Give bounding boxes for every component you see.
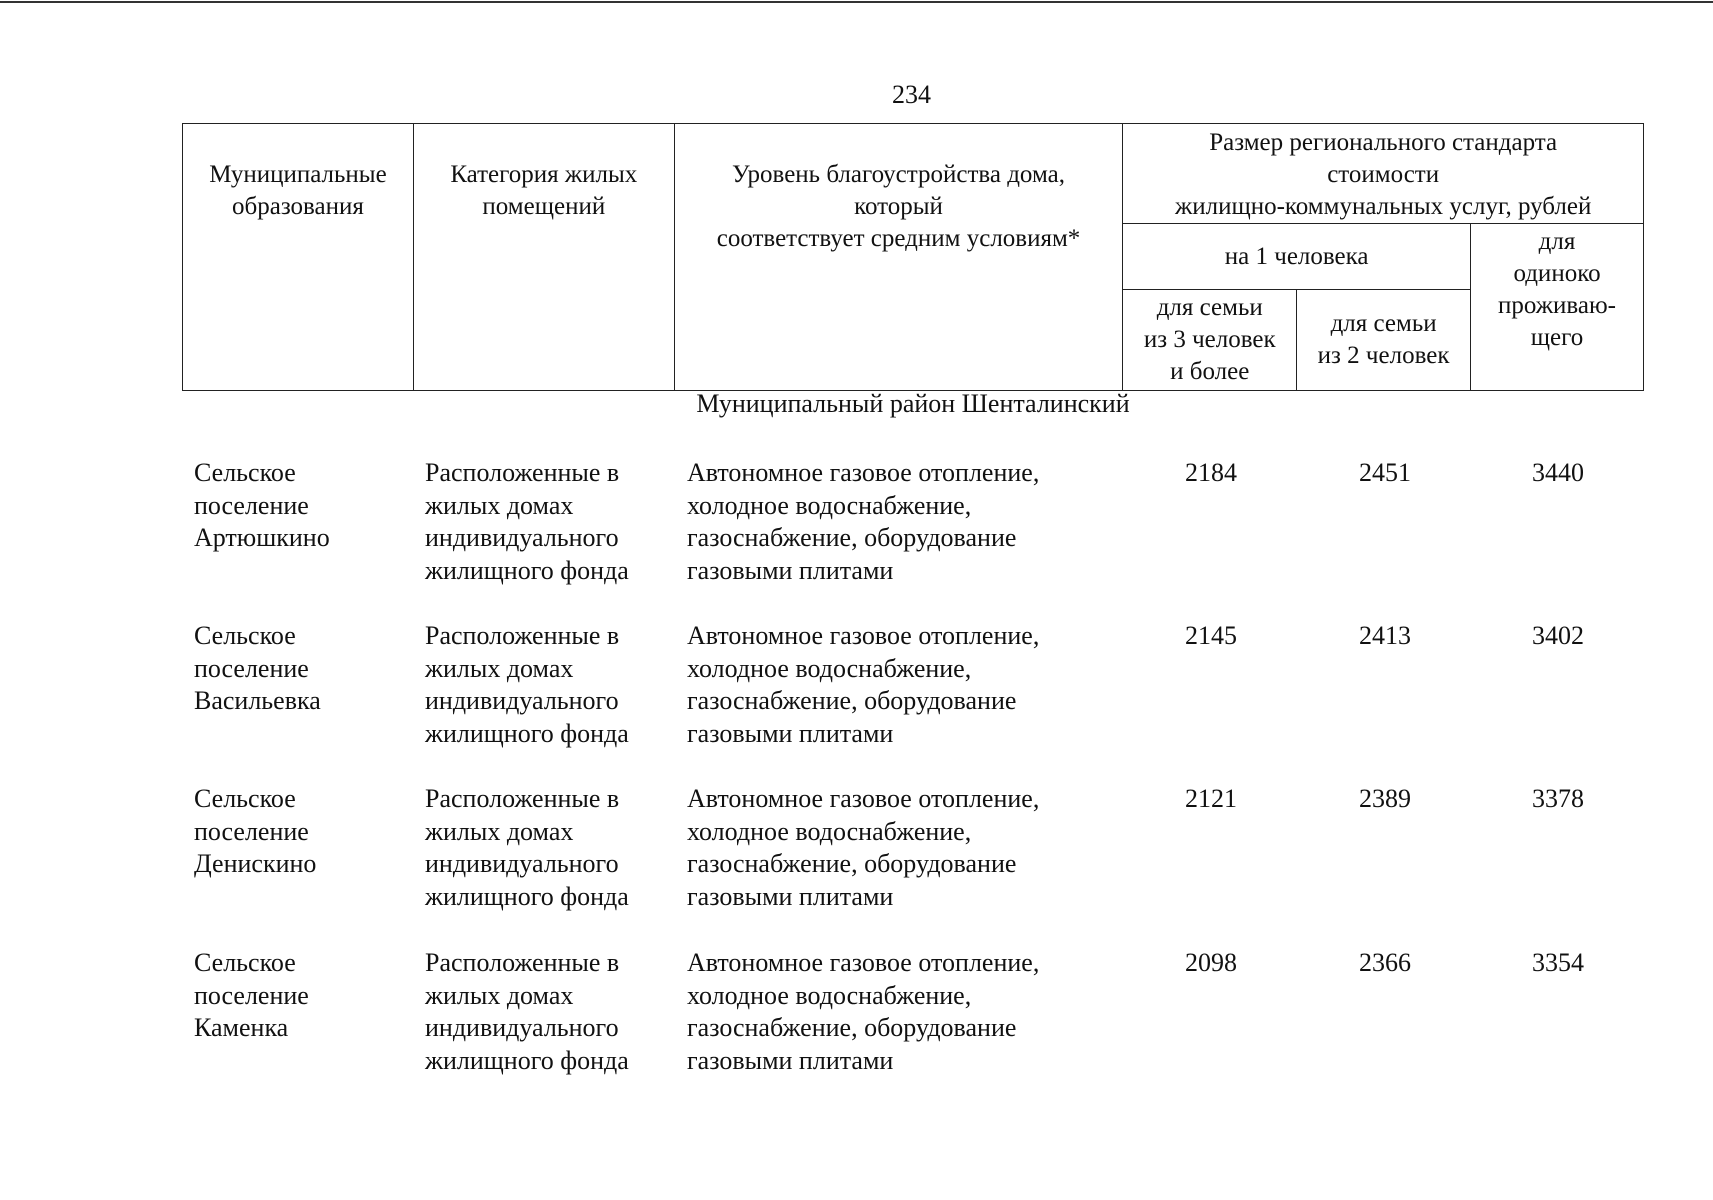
- municipality-cell: Сельское поселение Артюшкино: [194, 458, 330, 552]
- category-cell: Расположенные в жилых домах индивидуального жилищного фонда: [425, 621, 629, 748]
- level-cell: Автономное газовое отопление, холодное водоснабжение, газоснабжение, оборудование газовыми плитами: [687, 458, 1040, 585]
- header-family2: для семьи из 2 человек: [1297, 290, 1471, 391]
- category-cell: Расположенные в жилых домах индивидуального жилищного фонда: [425, 458, 629, 585]
- district-title: Муниципальный район Шенталинский: [696, 389, 1130, 418]
- level-cell: Автономное газовое отопление, холодное водоснабжение, газоснабжение, оборудование газовыми плитами: [687, 784, 1040, 911]
- table-header: [182, 123, 1644, 391]
- header-family3: для семьи из 3 человек и более: [1123, 290, 1297, 391]
- family3-value: 2121: [1185, 784, 1237, 813]
- family2-value: 2389: [1359, 784, 1411, 813]
- header-standard-size: Размер регионального стандарта стоимости жилищно-коммунальных услуг, рублей: [1123, 124, 1644, 224]
- single-value: 3354: [1532, 948, 1584, 977]
- table-row: [182, 947, 1644, 1087]
- page-number: 234: [892, 80, 931, 109]
- header-single: для одиноко проживаю- щего: [1471, 224, 1644, 391]
- family2-value: 2366: [1359, 948, 1411, 977]
- family2-value: 2451: [1359, 458, 1411, 487]
- table-row: [182, 783, 1644, 923]
- scan-edge-line: [0, 1, 1713, 3]
- family3-value: 2098: [1185, 948, 1237, 977]
- single-value: 3440: [1532, 458, 1584, 487]
- family2-value: 2413: [1359, 621, 1411, 650]
- header-level: Уровень благоустройства дома, который соответствует средним условиям*: [674, 124, 1123, 391]
- header-per-person: на 1 человека: [1123, 224, 1471, 290]
- table-row: [182, 620, 1644, 760]
- level-cell: Автономное газовое отопление, холодное водоснабжение, газоснабжение, оборудование газовыми плитами: [687, 948, 1040, 1075]
- single-value: 3402: [1532, 621, 1584, 650]
- header-municipalities: Муниципальные образования: [183, 124, 414, 391]
- municipality-cell: Сельское поселение Денискино: [194, 784, 317, 878]
- municipality-cell: Сельское поселение Каменка: [194, 948, 309, 1042]
- category-cell: Расположенные в жилых домах индивидуального жилищного фонда: [425, 784, 629, 911]
- family3-value: 2145: [1185, 621, 1237, 650]
- family3-value: 2184: [1185, 458, 1237, 487]
- municipality-cell: Сельское поселение Васильевка: [194, 621, 321, 715]
- single-value: 3378: [1532, 784, 1584, 813]
- level-cell: Автономное газовое отопление, холодное водоснабжение, газоснабжение, оборудование газовыми плитами: [687, 621, 1040, 748]
- header-category: Категория жилых помещений: [413, 124, 674, 391]
- table-row: [182, 457, 1644, 597]
- category-cell: Расположенные в жилых домах индивидуального жилищного фонда: [425, 948, 629, 1075]
